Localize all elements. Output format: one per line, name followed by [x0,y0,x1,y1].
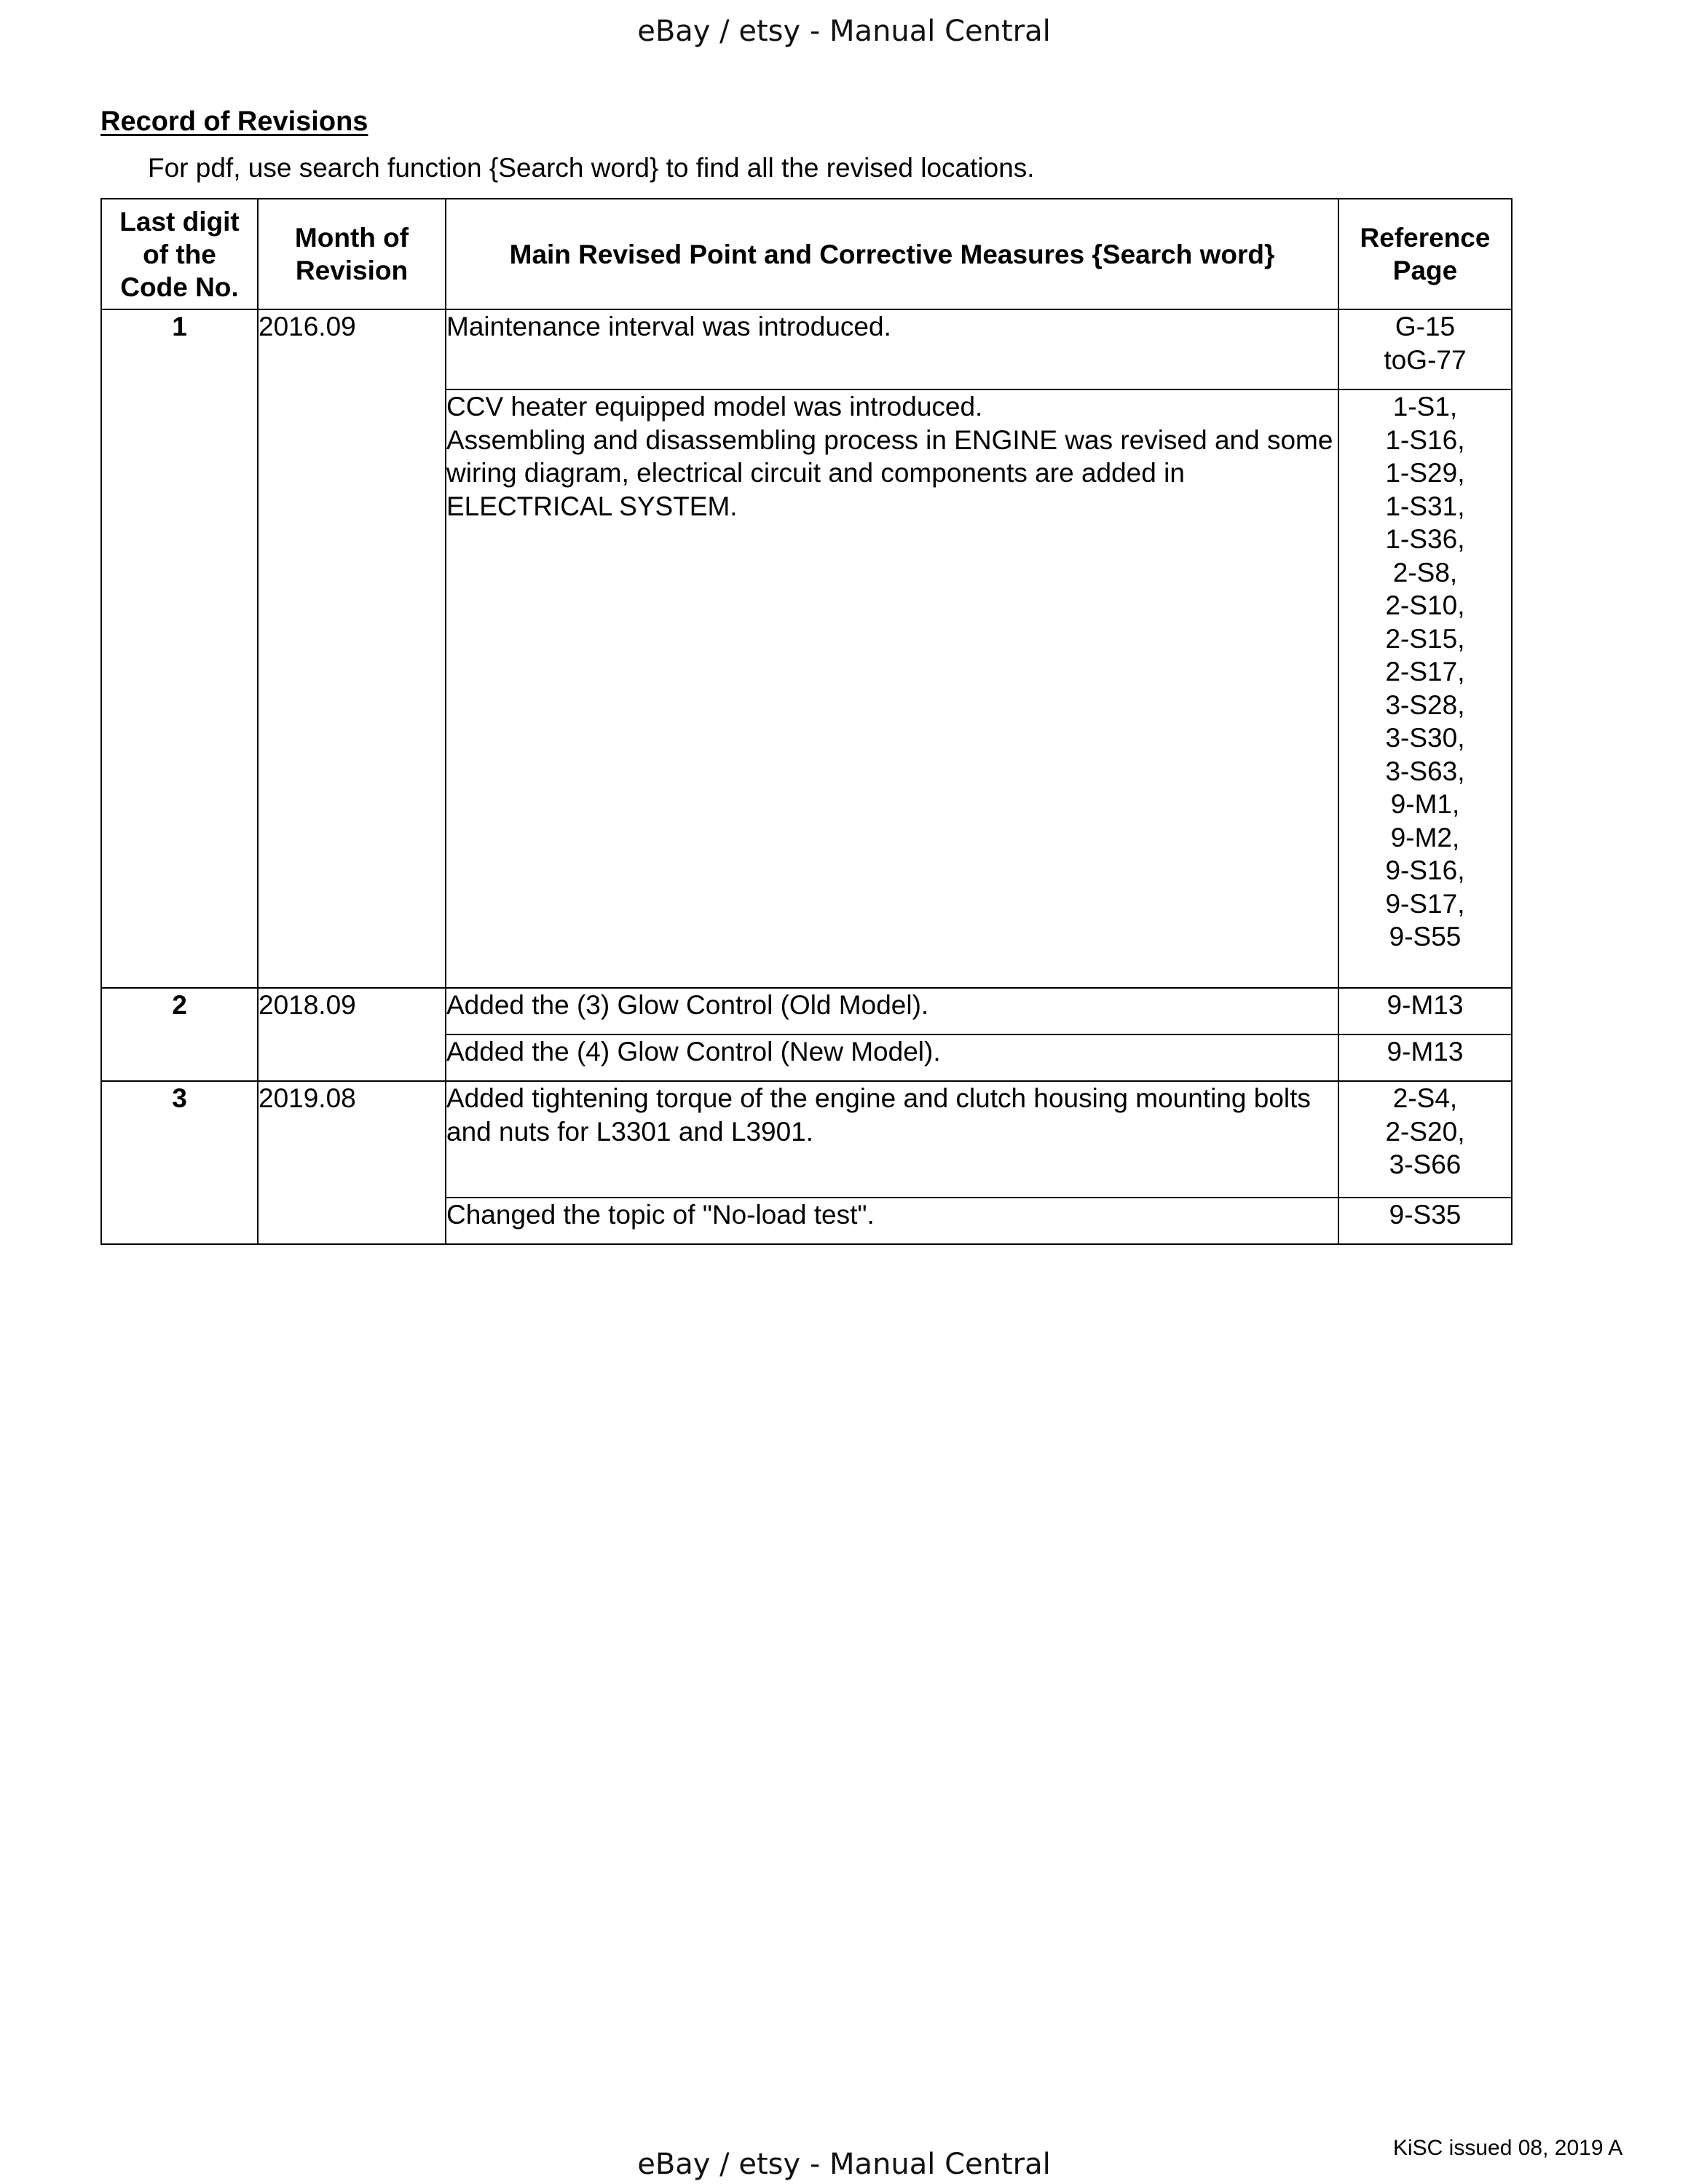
cell-revision-month: 2019.08 [258,1081,446,1244]
description-line: Added tightening torque of the engine and clutch housing mounting bolts and nuts for L3301 and L3901. [446,1083,1311,1147]
reference-page-entry: toG-77 [1384,344,1467,375]
cell-reference-page [1338,988,1512,1034]
cell-revision-month: 2018.09 [258,988,446,1081]
description-line: Added the (3) Glow Control (Old Model). [446,990,929,1020]
reference-page-entry: 9-M1, [1390,789,1460,819]
table-row [101,1081,1512,1198]
reference-page-entry: 9-M2, [1390,822,1460,852]
watermark-top: eBay / etsy - Manual Central [637,15,1051,48]
cell-revision-description [446,988,1338,1034]
cell-code-digit: 3 [101,1081,258,1244]
cell-revision-description [446,1081,1338,1198]
reference-page-entry: 3-S66 [1389,1150,1462,1179]
issued-note: KiSC issued 08, 2019 A [1393,2136,1623,2160]
description-line: CCV heater equipped model was introduced. [446,392,983,422]
table-row [101,988,1512,1034]
reference-page-entry: 9-S16, [1385,855,1465,885]
reference-page-entry: 9-S55 [1389,922,1462,951]
record-of-revisions-title: Record of Revisions [100,106,368,137]
cell-revision-description [446,389,1338,988]
reference-page-entry: 2-S17, [1385,657,1465,687]
cell-reference-page [1338,1034,1512,1081]
table-row [101,309,1512,389]
header-last-digit: Last digit of the Code No. [101,199,258,309]
cell-reference-page [1338,1198,1512,1244]
table-header-row [101,199,1512,309]
description-line: Added the (4) Glow Control (New Model). [446,1037,941,1067]
cell-revision-description [446,1034,1338,1081]
reference-page-entry: 1-S31, [1385,491,1465,521]
cell-code-digit: 2 [101,988,258,1081]
reference-page-entry: 1-S29, [1385,458,1465,488]
watermark-bottom: eBay / etsy - Manual Central [637,2148,1051,2181]
revisions-table-body [101,309,1512,1244]
reference-page-entry: 1-S16, [1385,424,1465,455]
cell-revision-description [446,1198,1338,1244]
reference-page-entry: 9-S35 [1389,1200,1462,1230]
reference-page-entry: 1-S1, [1392,392,1458,422]
reference-page-entry: 2-S8, [1392,557,1458,587]
reference-page-entry: 2-S10, [1385,590,1465,620]
reference-page-entry: 3-S28, [1385,689,1465,720]
cell-reference-page [1338,1081,1512,1198]
reference-page-entry: 2-S15, [1385,623,1465,654]
revisions-table [100,198,1513,1245]
reference-page-entry: G-15 [1395,312,1456,341]
description-line: Changed the topic of "No-load test". [446,1200,875,1230]
reference-page-entry: 2-S20, [1385,1116,1465,1147]
cell-reference-page [1338,389,1512,988]
description-line: Assembling and disassembling process in ENGINE was revised and some wiring diagram, electrical circuit and components are added in ELECTRICAL SYSTEM. [446,424,1333,521]
reference-page-entry: 9-M13 [1387,990,1464,1020]
reference-page-entry: 9-M13 [1387,1037,1464,1067]
header-reference-page: Reference Page [1338,199,1512,309]
reference-page-entry: 9-S17, [1385,888,1465,919]
cell-revision-description [446,309,1338,389]
reference-page-entry: 2-S4, [1392,1083,1458,1113]
reference-page-entry: 3-S30, [1385,723,1465,753]
search-instructions: For pdf, use search function {Search word} to find all the revised locations. [148,153,1035,183]
cell-code-digit: 1 [101,309,258,988]
header-main-revised-point: Main Revised Point and Corrective Measures {Search word} [446,199,1338,309]
cell-reference-page [1338,309,1512,389]
header-month-of-revision: Month of Revision [258,199,446,309]
cell-revision-month: 2016.09 [258,309,446,988]
reference-page-entry: 1-S36, [1385,524,1465,554]
description-line: Maintenance interval was introduced. [446,312,891,341]
reference-page-entry: 3-S63, [1385,756,1465,786]
